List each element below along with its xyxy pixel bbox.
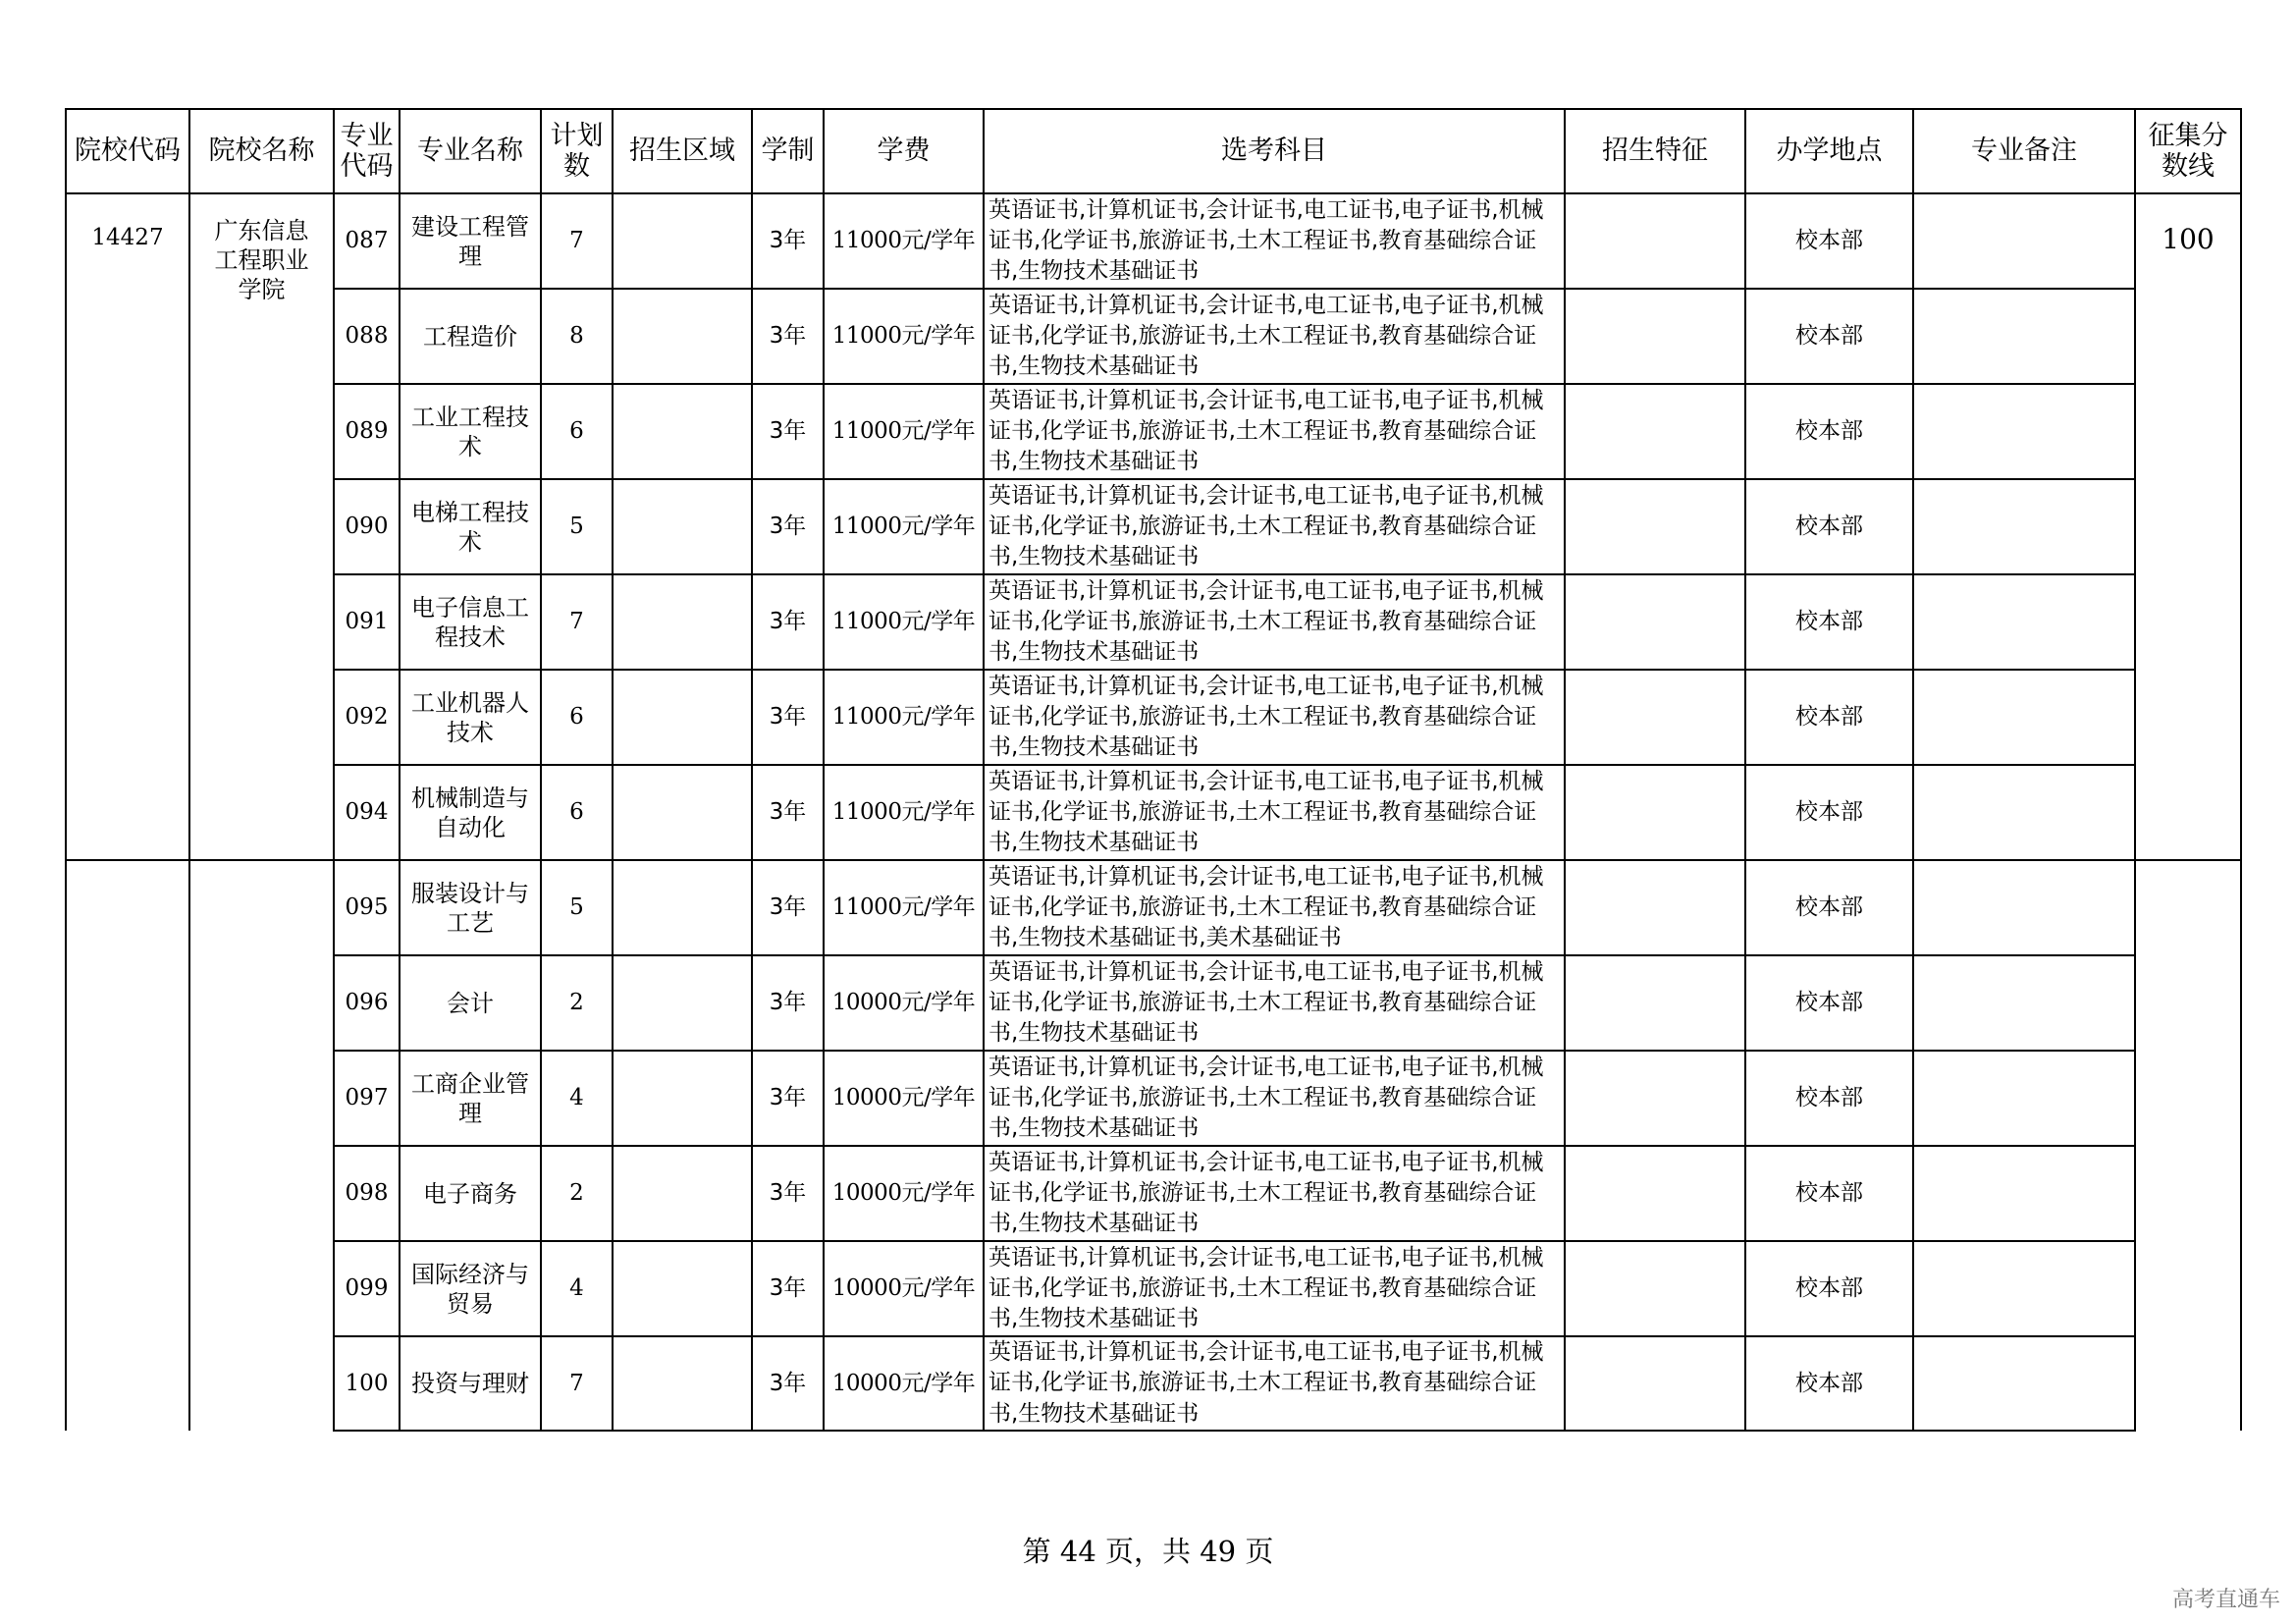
tuition: 11000元/学年 [824, 574, 984, 670]
watermark: 高考直通车 [2171, 1588, 2280, 1612]
plan-count: 5 [541, 479, 613, 574]
score-line-continued [2135, 860, 2241, 1431]
header-remark: 专业备注 [1913, 109, 2135, 193]
duration: 3年 [752, 1146, 824, 1241]
tuition: 11000元/学年 [824, 479, 984, 574]
plan-count: 8 [541, 289, 613, 384]
region [613, 1241, 752, 1336]
school-name-continued [189, 860, 334, 1431]
major-code: 087 [334, 193, 400, 289]
feature [1565, 193, 1745, 289]
duration: 3年 [752, 289, 824, 384]
header-feature: 招生特征 [1565, 109, 1745, 193]
plan-count: 2 [541, 1146, 613, 1241]
tuition: 10000元/学年 [824, 1051, 984, 1146]
header-major-name: 专业名称 [400, 109, 541, 193]
header-location: 办学地点 [1745, 109, 1913, 193]
region [613, 670, 752, 765]
feature [1565, 1336, 1745, 1431]
subjects: 英语证书,计算机证书,会计证书,电工证书,电子证书,机械证书,化学证书,旅游证书,土木工程证书,教育基础综合证书,生物技术基础证书,美术基础证书 [984, 860, 1565, 955]
region [613, 384, 752, 479]
tuition: 10000元/学年 [824, 1336, 984, 1431]
duration: 3年 [752, 574, 824, 670]
major-name: 机械制造与自动化 [400, 765, 541, 860]
major-code: 097 [334, 1051, 400, 1146]
header-plan-text: 计划数 [550, 120, 604, 182]
duration: 3年 [752, 1051, 824, 1146]
page-number: 第 44 页，共 49 页 [1022, 1535, 1274, 1568]
location: 校本部 [1745, 479, 1913, 574]
table-row [66, 1336, 2241, 1431]
school-name-text: 广东信息工程职业学院 [214, 217, 309, 303]
header-major-code-text: 专业代码 [340, 120, 394, 182]
header-region: 招生区域 [613, 109, 752, 193]
table-row [66, 1241, 2241, 1336]
table-row [66, 384, 2241, 479]
region [613, 193, 752, 289]
major-name: 投资与理财 [400, 1336, 541, 1431]
major-name: 电梯工程技术 [400, 479, 541, 574]
major-name: 会计 [400, 955, 541, 1051]
major-name: 服装设计与工艺 [400, 860, 541, 955]
header-score-text: 征集分数线 [2148, 120, 2228, 182]
major-name: 电子商务 [400, 1146, 541, 1241]
header-major-code [334, 109, 400, 193]
plan-count: 2 [541, 955, 613, 1051]
plan-count: 5 [541, 860, 613, 955]
remark [1913, 574, 2135, 670]
plan-count: 4 [541, 1241, 613, 1336]
table-row [66, 1146, 2241, 1241]
tuition: 11000元/学年 [824, 193, 984, 289]
region [613, 765, 752, 860]
table-row [66, 574, 2241, 670]
region [613, 955, 752, 1051]
major-name: 工业机器人技术 [400, 670, 541, 765]
table-row [66, 289, 2241, 384]
subjects: 英语证书,计算机证书,会计证书,电工证书,电子证书,机械证书,化学证书,旅游证书,土木工程证书,教育基础综合证书,生物技术基础证书 [984, 955, 1565, 1051]
duration: 3年 [752, 860, 824, 955]
header-school-name: 院校名称 [189, 109, 334, 193]
region [613, 1051, 752, 1146]
feature [1565, 574, 1745, 670]
subjects: 英语证书,计算机证书,会计证书,电工证书,电子证书,机械证书,化学证书,旅游证书,土木工程证书,教育基础综合证书,生物技术基础证书 [984, 1241, 1565, 1336]
major-name: 国际经济与贸易 [400, 1241, 541, 1336]
header-score [2135, 109, 2241, 193]
location: 校本部 [1745, 670, 1913, 765]
header-subjects: 选考科目 [984, 109, 1565, 193]
plan-count: 6 [541, 765, 613, 860]
remark [1913, 1146, 2135, 1241]
location: 校本部 [1745, 193, 1913, 289]
table-row [66, 479, 2241, 574]
major-code: 092 [334, 670, 400, 765]
remark [1913, 289, 2135, 384]
table-row [66, 670, 2241, 765]
remark [1913, 193, 2135, 289]
tuition: 10000元/学年 [824, 1241, 984, 1336]
feature [1565, 384, 1745, 479]
location: 校本部 [1745, 860, 1913, 955]
major-code: 094 [334, 765, 400, 860]
remark [1913, 765, 2135, 860]
region [613, 574, 752, 670]
table-row [66, 860, 2241, 955]
remark [1913, 384, 2135, 479]
table-row [66, 955, 2241, 1051]
school-code-continued [66, 860, 189, 1431]
subjects: 英语证书,计算机证书,会计证书,电工证书,电子证书,机械证书,化学证书,旅游证书,土木工程证书,教育基础综合证书,生物技术基础证书 [984, 1336, 1565, 1431]
subjects: 英语证书,计算机证书,会计证书,电工证书,电子证书,机械证书,化学证书,旅游证书,土木工程证书,教育基础综合证书,生物技术基础证书 [984, 1051, 1565, 1146]
location: 校本部 [1745, 1051, 1913, 1146]
major-code: 100 [334, 1336, 400, 1431]
major-name: 建设工程管理 [400, 193, 541, 289]
school-name [189, 193, 334, 860]
location: 校本部 [1745, 1336, 1913, 1431]
subjects: 英语证书,计算机证书,会计证书,电工证书,电子证书,机械证书,化学证书,旅游证书,土木工程证书,教育基础综合证书,生物技术基础证书 [984, 289, 1565, 384]
duration: 3年 [752, 670, 824, 765]
header-duration: 学制 [752, 109, 824, 193]
tuition: 11000元/学年 [824, 860, 984, 955]
table-row [66, 193, 2241, 289]
remark [1913, 1241, 2135, 1336]
tuition: 11000元/学年 [824, 765, 984, 860]
major-code: 096 [334, 955, 400, 1051]
subjects: 英语证书,计算机证书,会计证书,电工证书,电子证书,机械证书,化学证书,旅游证书,土木工程证书,教育基础综合证书,生物技术基础证书 [984, 670, 1565, 765]
duration: 3年 [752, 765, 824, 860]
remark [1913, 955, 2135, 1051]
plan-count: 6 [541, 384, 613, 479]
major-name: 工程造价 [400, 289, 541, 384]
subjects: 英语证书,计算机证书,会计证书,电工证书,电子证书,机械证书,化学证书,旅游证书,土木工程证书,教育基础综合证书,生物技术基础证书 [984, 1146, 1565, 1241]
location: 校本部 [1745, 1146, 1913, 1241]
location: 校本部 [1745, 289, 1913, 384]
duration: 3年 [752, 1336, 824, 1431]
major-name: 电子信息工程技术 [400, 574, 541, 670]
major-code: 090 [334, 479, 400, 574]
score-line: 100 [2135, 193, 2241, 860]
duration: 3年 [752, 384, 824, 479]
remark [1913, 860, 2135, 955]
location: 校本部 [1745, 384, 1913, 479]
major-code: 099 [334, 1241, 400, 1336]
location: 校本部 [1745, 574, 1913, 670]
remark [1913, 479, 2135, 574]
feature [1565, 955, 1745, 1051]
subjects: 英语证书,计算机证书,会计证书,电工证书,电子证书,机械证书,化学证书,旅游证书,土木工程证书,教育基础综合证书,生物技术基础证书 [984, 193, 1565, 289]
feature [1565, 1146, 1745, 1241]
duration: 3年 [752, 479, 824, 574]
tuition: 11000元/学年 [824, 384, 984, 479]
header-plan [541, 109, 613, 193]
feature [1565, 479, 1745, 574]
table-row [66, 1051, 2241, 1146]
major-name: 工商企业管理 [400, 1051, 541, 1146]
header-tuition: 学费 [824, 109, 984, 193]
location: 校本部 [1745, 765, 1913, 860]
major-code: 091 [334, 574, 400, 670]
table-row [66, 765, 2241, 860]
major-code: 098 [334, 1146, 400, 1241]
remark [1913, 670, 2135, 765]
location: 校本部 [1745, 955, 1913, 1051]
region [613, 1336, 752, 1431]
feature [1565, 1241, 1745, 1336]
feature [1565, 1051, 1745, 1146]
major-code: 089 [334, 384, 400, 479]
location: 校本部 [1745, 1241, 1913, 1336]
region [613, 860, 752, 955]
school-code: 14427 [66, 193, 189, 860]
plan-count: 7 [541, 193, 613, 289]
subjects: 英语证书,计算机证书,会计证书,电工证书,电子证书,机械证书,化学证书,旅游证书,土木工程证书,教育基础综合证书,生物技术基础证书 [984, 384, 1565, 479]
remark [1913, 1051, 2135, 1146]
tuition: 10000元/学年 [824, 1146, 984, 1241]
duration: 3年 [752, 1241, 824, 1336]
duration: 3年 [752, 193, 824, 289]
feature [1565, 289, 1745, 384]
tuition: 10000元/学年 [824, 955, 984, 1051]
tuition: 11000元/学年 [824, 670, 984, 765]
plan-count: 6 [541, 670, 613, 765]
major-code: 095 [334, 860, 400, 955]
major-code: 088 [334, 289, 400, 384]
remark [1913, 1336, 2135, 1431]
major-name: 工业工程技术 [400, 384, 541, 479]
region [613, 289, 752, 384]
feature [1565, 670, 1745, 765]
admission-table [65, 108, 2242, 1432]
subjects: 英语证书,计算机证书,会计证书,电工证书,电子证书,机械证书,化学证书,旅游证书,土木工程证书,教育基础综合证书,生物技术基础证书 [984, 479, 1565, 574]
region [613, 1146, 752, 1241]
tuition: 11000元/学年 [824, 289, 984, 384]
plan-count: 7 [541, 574, 613, 670]
subjects: 英语证书,计算机证书,会计证书,电工证书,电子证书,机械证书,化学证书,旅游证书,土木工程证书,教育基础综合证书,生物技术基础证书 [984, 765, 1565, 860]
feature [1565, 765, 1745, 860]
subjects: 英语证书,计算机证书,会计证书,电工证书,电子证书,机械证书,化学证书,旅游证书,土木工程证书,教育基础综合证书,生物技术基础证书 [984, 574, 1565, 670]
plan-count: 4 [541, 1051, 613, 1146]
region [613, 479, 752, 574]
header-row [66, 109, 2241, 193]
plan-count: 7 [541, 1336, 613, 1431]
duration: 3年 [752, 955, 824, 1051]
feature [1565, 860, 1745, 955]
header-school-code: 院校代码 [66, 109, 189, 193]
